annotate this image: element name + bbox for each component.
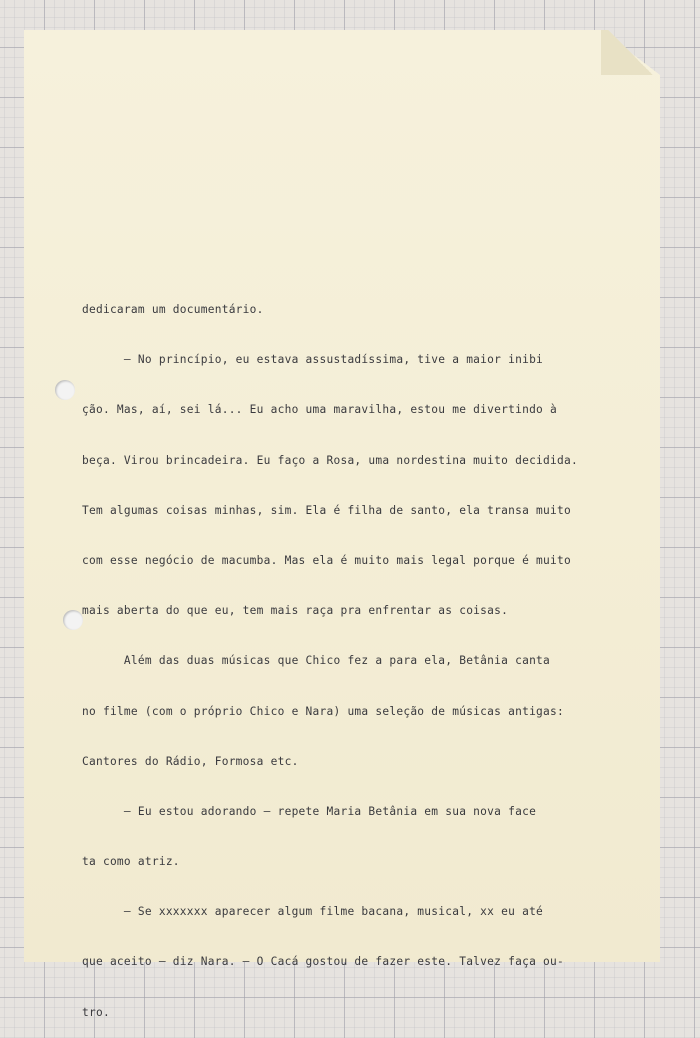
text-line: — No princípio, eu estava assustadíssima, tive a maior inibi (82, 353, 544, 367)
typewritten-text (82, 272, 634, 1038)
text-line: mais aberta do que eu, tem mais raça pra enfrentar as coisas. (82, 604, 509, 618)
punch-hole (55, 380, 75, 400)
text-line: que aceito — diz Nara. — O Cacá gostou de fazer este. Talvez faça ou- (82, 955, 564, 969)
text-line: ta como atriz. (82, 855, 180, 869)
text-line: Cantores do Rádio, Formosa etc. (82, 754, 299, 768)
text-line: Além das duas músicas que Chico fez a para ela, Betânia canta (82, 654, 551, 668)
text-line: beça. Virou brincadeira. Eu faço a Rosa, uma nordestina muito decidida. (82, 453, 578, 467)
text-line: Tem algumas coisas minhas, sim. Ela é filha de santo, ela transa muito (82, 503, 571, 517)
text-line: com esse negócio de macumba. Mas ela é muito mais legal porque é muito (82, 553, 571, 567)
text-line: dedicaram um documentário. (82, 303, 264, 316)
text-line: — Se xxxxxxx aparecer algum filme bacana, musical, xx eu até (82, 905, 544, 919)
text-line: — Eu estou adorando — repete Maria Betânia em sua nova face (82, 804, 537, 818)
text-line: ção. Mas, aí, sei lá... Eu acho uma maravilha, estou me divertindo à (82, 403, 558, 417)
punch-hole (63, 610, 83, 630)
text-line: no filme (com o próprio Chico e Nara) uma seleção de músicas antigas: (82, 704, 564, 718)
text-line: tro. (82, 1005, 110, 1019)
